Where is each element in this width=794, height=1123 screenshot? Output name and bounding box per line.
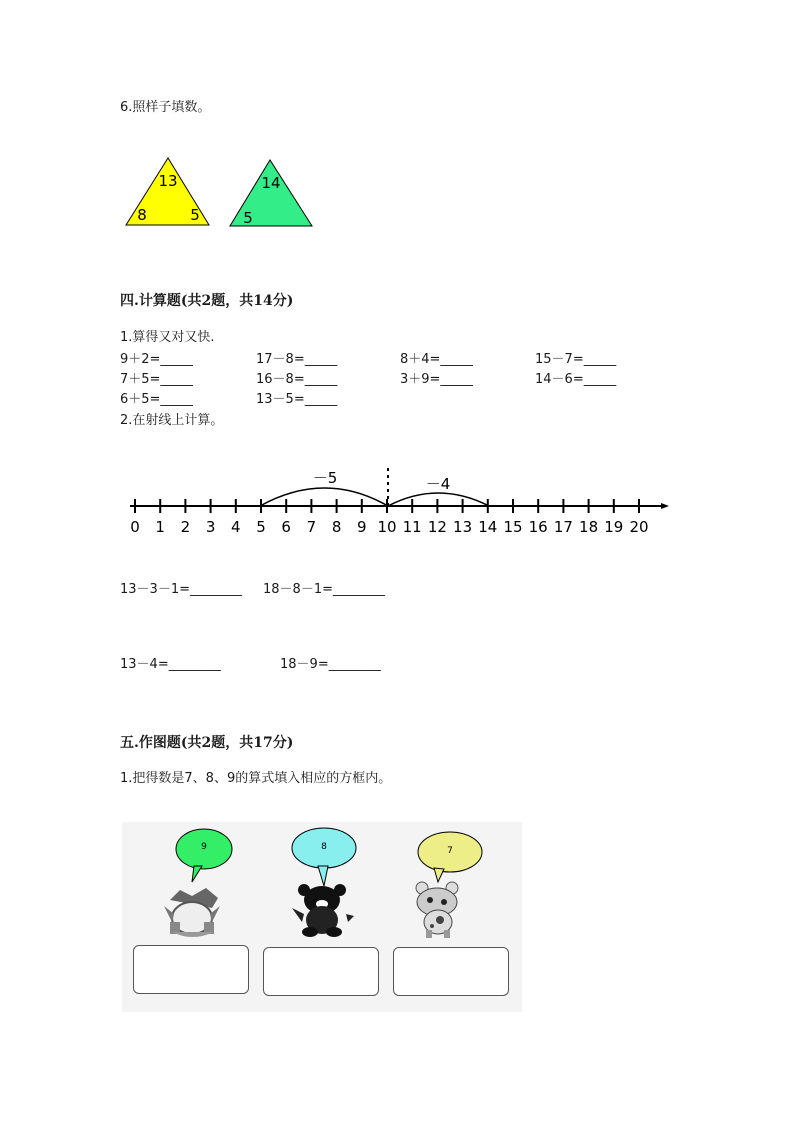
number-line-tick-label: 12 xyxy=(427,518,447,536)
number-line-tick-label: 0 xyxy=(130,518,140,536)
number-line-tick-label: 20 xyxy=(629,518,649,536)
number-line-tick-label: 16 xyxy=(528,518,548,536)
section-5-heading: 五.作图题(共2题，共17分) xyxy=(120,735,294,751)
calc-item[interactable]: 7＋5=_____ xyxy=(120,372,193,387)
tri1-right: 5 xyxy=(190,206,200,224)
calc-item[interactable]: 13－5=_____ xyxy=(256,392,338,407)
speech-bubble-9 xyxy=(176,829,232,882)
number-line-tick-label: 17 xyxy=(553,518,573,536)
number-triangles xyxy=(120,150,320,235)
calc-item[interactable]: 6＋5=_____ xyxy=(120,392,193,407)
speech-bubble-8 xyxy=(292,828,356,886)
black-bear-figure xyxy=(292,884,354,937)
number-line-tick-label: 18 xyxy=(579,518,599,536)
calc-item[interactable]: 3＋9=_____ xyxy=(400,372,473,387)
arc-minus-4 xyxy=(388,493,489,506)
calc-item[interactable]: 15－7=_____ xyxy=(535,352,617,367)
number-line-tick-label: 7 xyxy=(306,518,317,536)
calc-title: 1.算得又对又快. xyxy=(120,330,215,345)
number-line-tick-label: 6 xyxy=(281,518,291,536)
draw-title: 1.把得数是7、8、9的算式填入相应的方框内。 xyxy=(120,771,392,786)
number-line-tick-label: 1 xyxy=(155,518,165,536)
ray-equation[interactable]: 18－8－1=________ xyxy=(263,582,385,597)
arc2-label: －4 xyxy=(425,475,451,493)
calc-item[interactable]: 8＋4=_____ xyxy=(400,352,473,367)
number-line-tick-label: 9 xyxy=(357,518,367,536)
ray-equation[interactable]: 13－3－1=________ xyxy=(120,582,242,597)
number-line-tick-label: 14 xyxy=(478,518,498,536)
number-line-tick-label: 3 xyxy=(205,518,216,536)
ray-equation[interactable]: 18－9=________ xyxy=(280,657,381,672)
gray-monster-figure xyxy=(164,888,220,937)
number-line-tick-label: 13 xyxy=(453,518,473,536)
number-line-tick-label: 4 xyxy=(231,518,241,536)
tri1-top: 13 xyxy=(158,172,178,190)
answer-box-9[interactable] xyxy=(133,945,249,994)
number-line-tick-label: 5 xyxy=(256,518,266,536)
tri2-left: 5 xyxy=(243,209,253,227)
number-line-tick-label: 19 xyxy=(604,518,624,536)
speech-bubble-7 xyxy=(418,832,482,882)
arc1-label: －5 xyxy=(312,469,338,487)
number-line xyxy=(120,460,680,545)
number-line-tick-label: 10 xyxy=(377,518,397,536)
calc-item[interactable]: 16－8=_____ xyxy=(256,372,338,387)
arc-minus-5 xyxy=(260,488,388,506)
ray-title: 2.在射线上计算。 xyxy=(120,413,224,428)
calc-item[interactable]: 14－6=_____ xyxy=(535,372,617,387)
number-line-tick-label: 2 xyxy=(180,518,191,536)
bubble-number: 9 xyxy=(201,842,207,852)
spotted-creature-figure xyxy=(416,882,458,938)
section-4-heading: 四.计算题(共2题，共14分) xyxy=(120,293,294,309)
tri2-top: 14 xyxy=(261,174,281,192)
ray-equation[interactable]: 13－4=________ xyxy=(120,657,221,672)
calc-item[interactable]: 9＋2=_____ xyxy=(120,352,193,367)
bubble-number: 7 xyxy=(447,846,453,856)
number-line-tick-label: 8 xyxy=(331,518,342,536)
tri1-left: 8 xyxy=(137,206,147,224)
answer-box-7[interactable] xyxy=(393,947,509,996)
question-6-label: 6.照样子填数。 xyxy=(120,100,211,115)
calc-item[interactable]: 17－8=_____ xyxy=(256,352,338,367)
bubble-number: 8 xyxy=(321,842,327,852)
answer-box-8[interactable] xyxy=(263,947,379,996)
number-line-arrow xyxy=(661,503,669,509)
number-line-tick-label: 15 xyxy=(503,518,523,536)
number-line-tick-label: 11 xyxy=(402,518,422,536)
